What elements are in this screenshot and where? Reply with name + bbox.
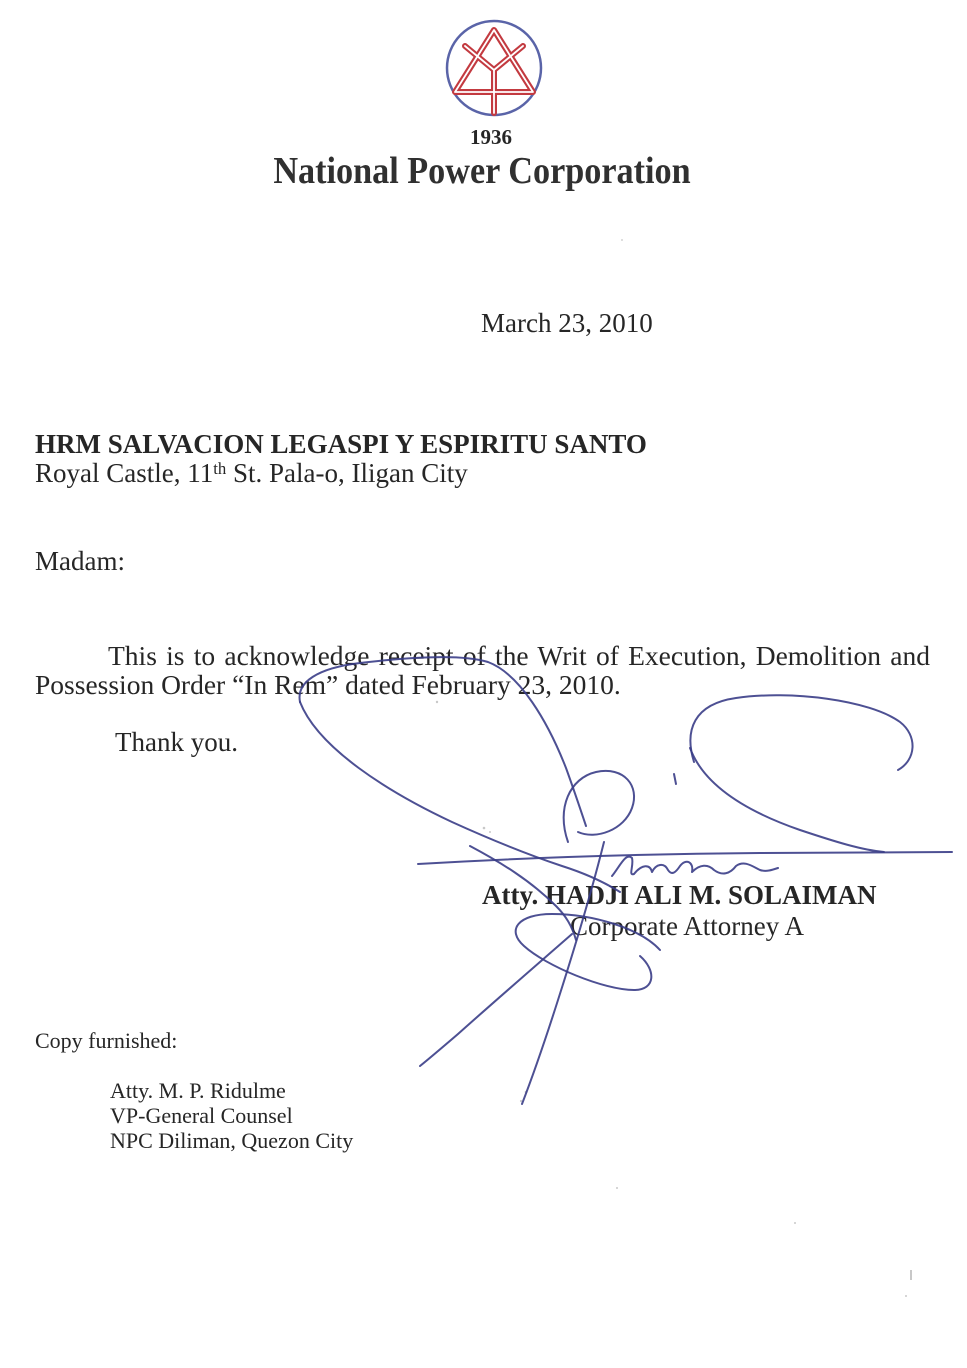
body-paragraph-line: Possession Order “In Rem” dated February 23, 2010. bbox=[35, 669, 621, 700]
signature-stroke bbox=[690, 695, 912, 770]
copy-furnished-recipient: VP-General Counsel bbox=[110, 1103, 293, 1128]
recipient-name: HRM SALVACION LEGASPI Y ESPIRITU SANTO bbox=[35, 429, 647, 459]
signature-stroke bbox=[418, 852, 952, 864]
signature-stroke bbox=[420, 934, 572, 1066]
salutation: Madam: bbox=[35, 546, 125, 576]
signatory-title: Corporate Attorney A bbox=[570, 911, 804, 941]
signature-stroke bbox=[564, 771, 634, 842]
address-text: Royal Castle, 11 bbox=[35, 458, 214, 488]
signatory-name: Atty. HADJI ALI M. SOLAIMAN bbox=[482, 880, 877, 910]
scan-specks bbox=[436, 239, 912, 1297]
signature-stroke bbox=[674, 774, 676, 784]
copy-furnished-label: Copy furnished: bbox=[35, 1028, 178, 1053]
signature-stroke bbox=[612, 857, 778, 876]
address-text-rest: St. Pala-o, Iligan City bbox=[226, 458, 468, 488]
founding-year: 1936 bbox=[470, 125, 512, 149]
npc-logo-icon bbox=[444, 18, 544, 118]
copy-furnished-recipient: Atty. M. P. Ridulme bbox=[110, 1078, 286, 1103]
address-ordinal-suffix: th bbox=[213, 458, 227, 478]
body-paragraph-line: This is to acknowledge receipt of the Writ of Execution, Demolition and bbox=[108, 640, 930, 671]
logo-mark bbox=[455, 30, 533, 113]
organization-name: National Power Corporation bbox=[273, 150, 691, 192]
closing: Thank you. bbox=[115, 727, 238, 757]
letter-date: March 23, 2010 bbox=[481, 308, 653, 338]
copy-furnished-recipient: NPC Diliman, Quezon City bbox=[110, 1128, 354, 1153]
signature-stroke bbox=[300, 702, 620, 892]
recipient-address bbox=[35, 460, 468, 487]
copy-furnished-list bbox=[110, 1078, 353, 1153]
signature-stroke bbox=[690, 748, 884, 852]
